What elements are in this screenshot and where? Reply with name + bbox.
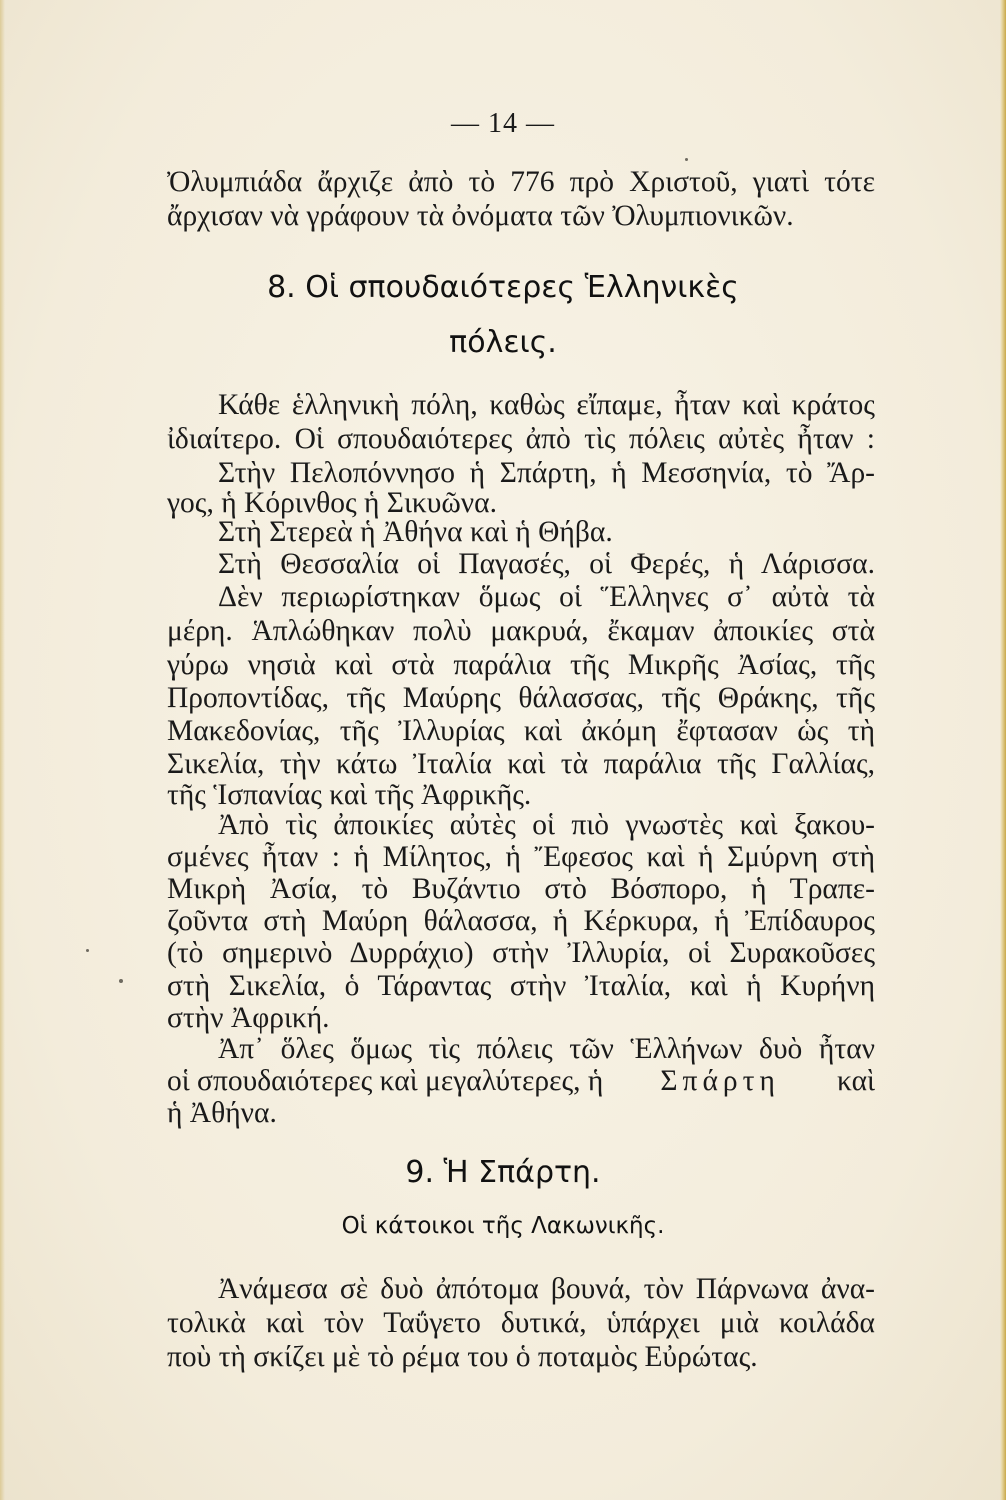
- text-line: Στὴν Πελοπόννησο ἡ Σπάρτη, ἡ Μεσσηνία, τὸ Ἄρ-: [218, 457, 875, 489]
- text-line: ἰδιαίτερο. Οἱ σπουδαιότερες ἀπὸ τὶς πόλεις αὐτὲς ἦταν :: [167, 423, 875, 455]
- text-line: Δὲν περιωρίστηκαν ὅμως οἱ Ἕλληνες σ᾽ αὐτὰ τὰ: [218, 581, 875, 613]
- text-line: Ἀπ᾽ ὅλες ὅμως τὶς πόλεις τῶν Ἑλλήνων δυὸ ἦταν: [218, 1033, 875, 1065]
- text-line: [167, 1064, 875, 1098]
- text-line: Μακεδονίας, τῆς Ἰλλυρίας καὶ ἀκόμη ἔφτασαν ὡς τὴ: [167, 715, 875, 747]
- page-edge-left: [0, 0, 5, 1500]
- text-line: γύρω νησιὰ καὶ στὰ παράλια τῆς Μικρῆς Ἀσίας, τῆς: [167, 649, 875, 681]
- print-speck: [119, 979, 123, 983]
- text-line: γος, ἡ Κόρινθος ἡ Σικυῶνα.: [167, 487, 497, 519]
- text-line: τῆς Ἱσπανίας καὶ τῆς Ἀφρικῆς.: [167, 779, 532, 811]
- section-8-heading: 8. Οἱ σπουδαιότερες Ἑλληνικὲς: [267, 270, 739, 305]
- print-speck: [86, 949, 89, 952]
- text-line: στὴ Σικελία, ὁ Τάραντας στὴν Ἰταλία, καὶ ἡ Κυρήνη: [167, 970, 875, 1002]
- text-fragment: καὶ: [836, 1065, 875, 1097]
- text-fragment: οἱ σπουδαιότερες καὶ μεγαλύτερες, ἡ: [167, 1065, 604, 1097]
- section-9-heading: 9. Ἡ Σπάρτη.: [405, 1155, 601, 1190]
- text-line: Σικελία, τὴν κάτω Ἰταλία καὶ τὰ παράλια τῆς Γαλλίας,: [167, 748, 875, 780]
- section-8-heading-cont: πόλεις.: [449, 325, 557, 360]
- text-line: (τὸ σημερινὸ Δυρράχιο) στὴν Ἰλλυρία, οἱ Συρακοῦσες: [167, 937, 875, 969]
- text-line: ποὺ τὴ σκίζει μὲ τὸ ρέμα του ὁ ποταμὸς Εὐρώτας.: [167, 1341, 758, 1373]
- text-line: ἡ Ἀθήνα.: [167, 1097, 277, 1129]
- text-line: Ἀνάμεσα σὲ δυὸ ἀπότομα βουνά, τὸν Πάρνωνα ἀνα-: [218, 1273, 875, 1305]
- text-line: Κάθε ἑλληνικὴ πόλη, καθὼς εἴπαμε, ἦταν καὶ κράτος: [218, 389, 875, 421]
- text-line: Προποντίδας, τῆς Μαύρης θάλασσας, τῆς Θράκης, τῆς: [167, 682, 875, 714]
- section-9-subheading: Οἱ κάτοικοι τῆς Λακωνικῆς.: [341, 1213, 665, 1239]
- emphasized-city-name: Σπάρτη: [660, 1065, 780, 1097]
- text-line: τολικὰ καὶ τὸν Ταΰγετο δυτικά, ὑπάρχει μιὰ κοιλάδα: [167, 1307, 875, 1339]
- text-line: σμένες ἦταν : ἡ Μίλητος, ἡ Ἔφεσος καὶ ἡ Σμύρνη στὴ: [167, 841, 875, 873]
- print-speck: [685, 158, 688, 161]
- page-number: — 14 —: [451, 108, 555, 139]
- text-line: ζοῦντα στὴ Μαύρη θάλασσα, ἡ Κέρκυρα, ἡ Ἐπίδαυρος: [167, 905, 875, 937]
- text-line: Μικρὴ Ἀσία, τὸ Βυζάντιο στὸ Βόσπορο, ἡ Τραπε-: [167, 873, 875, 905]
- text-line: Στὴ Θεσσαλία οἱ Παγασές, οἱ Φερές, ἡ Λάρισσα.: [218, 548, 875, 580]
- text-line: Ἀπὸ τὶς ἀποικίες αὐτὲς οἱ πιὸ γνωστὲς καὶ ξακου-: [218, 809, 875, 841]
- page-edge-right: [1000, 0, 1006, 1500]
- text-line: μέρη. Ἁπλώθηκαν πολὺ μακρυά, ἔκαμαν ἀποικίες στὰ: [167, 615, 875, 647]
- text-line: ἄρχισαν νὰ γράφουν τὰ ὀνόματα τῶν Ὀλυμπιονικῶν.: [167, 200, 794, 232]
- text-line: Στὴ Στερεὰ ἡ Ἀθήνα καὶ ἡ Θήβα.: [218, 516, 613, 548]
- text-line: Ὀλυμπιάδα ἄρχιζε ἀπὸ τὸ 776 πρὸ Χριστοῦ, γιατὶ τότε: [167, 166, 875, 198]
- text-line: στὴν Ἀφρική.: [167, 1002, 330, 1034]
